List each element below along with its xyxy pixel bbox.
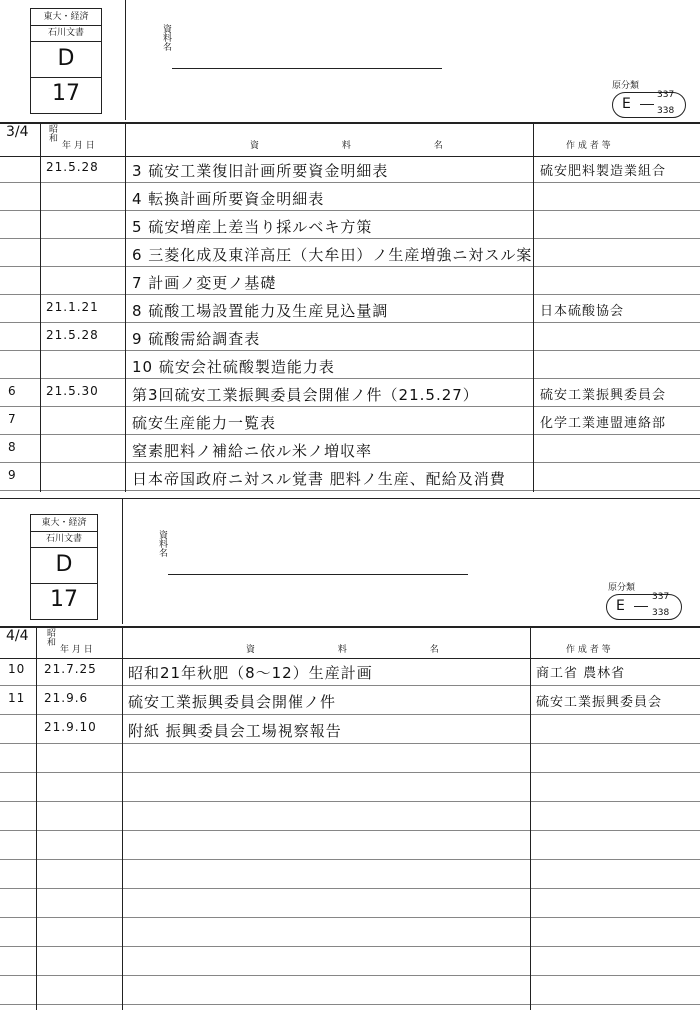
- class-code-top: 337: [657, 90, 675, 100]
- row-title: 硫安生産能力一覧表: [132, 414, 277, 432]
- page-bottom: 4: [19, 124, 29, 140]
- class-code-bottom-2: 338: [652, 608, 670, 618]
- page-indicator-2: 4/4: [6, 628, 29, 644]
- class-label: 原分類: [612, 81, 640, 91]
- row-author: 商工省 農林省: [536, 666, 626, 681]
- row-date: 21.9.10: [44, 720, 97, 734]
- row-date: 21.5.28: [46, 328, 99, 342]
- row-title: 窒素肥料ノ補給ニ依ル米ノ増収率: [132, 442, 373, 460]
- row-title: 5 硫安増産上差当り採ルベキ方策: [132, 218, 373, 236]
- row-author: 化学工業連盟連絡部: [540, 416, 667, 431]
- row-no: 9: [8, 468, 17, 482]
- author-header-2: 作 成 者 等: [566, 645, 611, 655]
- row-title: 9 硫酸需給調査表: [132, 330, 261, 348]
- row-title: 3 硫安工業復旧計画所要資金明細表: [132, 162, 389, 180]
- era-label-2: 昭和: [45, 628, 55, 646]
- stamp-collection: 石川文書: [31, 25, 101, 42]
- author-header: 作 成 者 等: [566, 141, 611, 151]
- row-no: 6: [8, 384, 17, 398]
- row-author: 硫安工業振興委員会: [540, 388, 667, 403]
- title-header-2: 資 料 名: [246, 645, 479, 655]
- row-title: 昭和21年秋肥（8～12）生産計画: [128, 664, 373, 682]
- class-code-top-2: 337: [652, 592, 670, 602]
- row-title: 日本帝国政府ニ対スル覚書 肥料ノ生産、配給及消費: [132, 470, 506, 488]
- row-title: 8 硫酸工場設置能力及生産見込量調: [132, 302, 389, 320]
- class-code-prefix-2: E: [616, 598, 625, 614]
- row-author: 日本硫酸協会: [540, 304, 625, 319]
- archive-stamp-2: [30, 514, 98, 620]
- row-title: 第3回硫安工業振興委員会開催ノ件（21.5.27）: [132, 386, 479, 404]
- class-code-bottom: 338: [657, 106, 675, 116]
- field-label: 資料名: [161, 24, 171, 51]
- date-label: 年 月 日: [62, 141, 95, 151]
- row-title: 7 計画ノ変更ノ基礎: [132, 274, 277, 292]
- row-author: 硫安肥料製造業組合: [540, 164, 667, 179]
- stamp-number-2: 17: [50, 587, 78, 612]
- row-title: 6 三菱化成及東洋高圧（大牟田）ノ生産増強ニ対スル案: [132, 246, 533, 264]
- row-date: 21.7.25: [44, 662, 97, 676]
- class-code-prefix: E: [622, 96, 631, 112]
- stamp-series: D: [31, 41, 101, 78]
- row-date: 21.5.30: [46, 384, 99, 398]
- page-top-2: 4: [6, 628, 15, 644]
- stamp-number: 17: [52, 81, 80, 106]
- row-author: 硫安工業振興委員会: [536, 695, 663, 710]
- row-title: 10 硫安会社硫酸製造能力表: [132, 358, 335, 376]
- row-no: 8: [8, 440, 17, 454]
- stamp-series-2: D: [31, 547, 97, 584]
- row-title: 4 転換計画所要資金明細表: [132, 190, 325, 208]
- archive-stamp: [30, 8, 102, 114]
- date-label-2: 年 月 日: [60, 645, 93, 655]
- stamp-collection-2: 石川文書: [31, 531, 97, 548]
- row-no: 11: [8, 691, 26, 705]
- title-header: 資 料 名: [250, 141, 483, 151]
- row-no: 7: [8, 412, 17, 426]
- row-date: 21.1.21: [46, 300, 99, 314]
- stamp-org: 東大・経済: [31, 9, 101, 26]
- row-no: 10: [8, 662, 26, 676]
- era-label: 昭和: [47, 124, 57, 142]
- field-label-2: 資料名: [157, 530, 167, 557]
- row-title: 硫安工業振興委員会開催ノ件: [128, 693, 337, 711]
- row-title: 附紙 振興委員会工場視察報告: [128, 722, 342, 740]
- stamp-org-2: 東大・経済: [31, 515, 97, 532]
- page-indicator: 3/4: [6, 124, 29, 140]
- row-date: 21.9.6: [44, 691, 89, 705]
- row-date: 21.5.28: [46, 160, 99, 174]
- page-bottom-2: 4: [19, 628, 29, 644]
- class-label-2: 原分類: [608, 583, 636, 593]
- page-top: 3: [6, 124, 15, 140]
